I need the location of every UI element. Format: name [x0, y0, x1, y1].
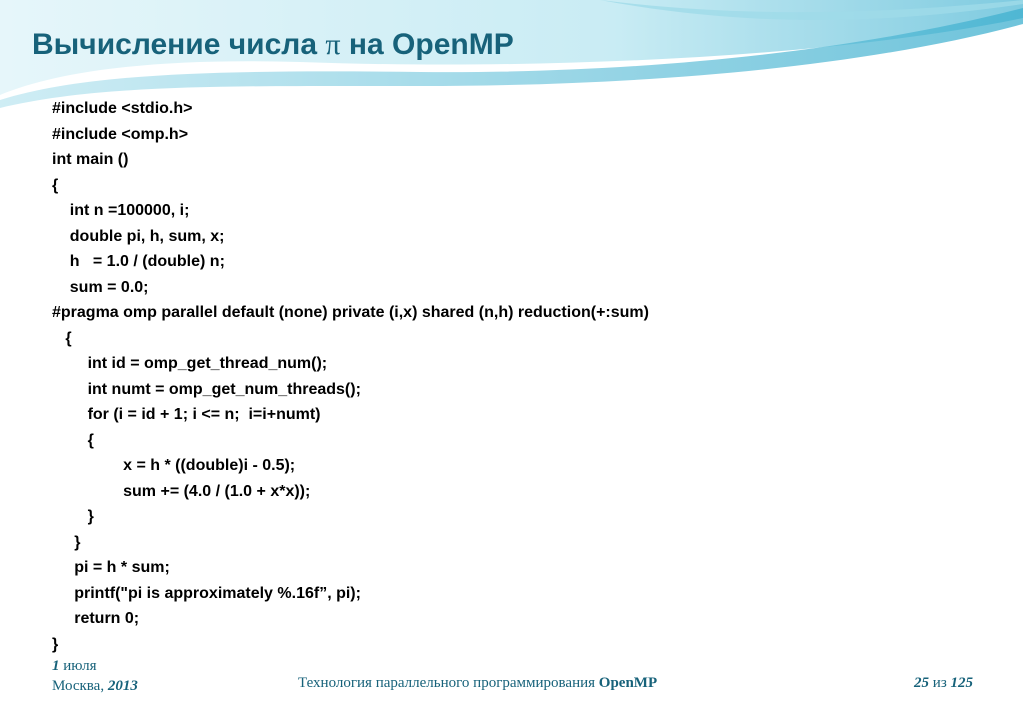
code-line: sum = 0.0;	[52, 278, 149, 296]
footer-place-line	[52, 676, 138, 696]
code-line: h = 1.0 / (double) n;	[52, 253, 225, 270]
slide-title	[32, 28, 514, 62]
footer-date	[52, 656, 138, 696]
code-line: }	[52, 508, 94, 525]
code-line: int id = omp_get_thread_num();	[52, 355, 328, 372]
code-line: x = h * ((double)i - 0.5);	[52, 457, 296, 474]
code-line: sum += (4.0 / (1.0 + x*x));	[52, 482, 311, 500]
footer-course	[298, 675, 657, 692]
code-line: return 0;	[52, 610, 140, 627]
code-line: {	[52, 329, 72, 347]
footer-day: 1	[52, 658, 60, 674]
page-current: 25	[914, 675, 930, 691]
code-line: int main ()	[52, 151, 129, 168]
code-listing	[52, 96, 649, 657]
code-line: printf("pi is approximately %.16f”, pi);	[52, 584, 361, 602]
page-total: 125	[950, 675, 973, 691]
code-line: #include <omp.h>	[52, 125, 189, 143]
code-line: int numt = omp_get_num_threads();	[52, 380, 361, 398]
title-text: Вычисление числа	[32, 28, 318, 61]
footer-city: Москва,	[52, 678, 105, 694]
footer-year: 2013	[107, 678, 138, 694]
code-line: #include <stdio.h>	[52, 100, 193, 117]
code-line: for (i = id + 1; i <= n; i=i+numt)	[52, 406, 321, 423]
code-line: pi = h * sum;	[52, 559, 170, 576]
title-suffix: на OpenMP	[348, 28, 514, 61]
code-line: #pragma omp parallel default (none) private (i,x) shared (n,h) reduction(+:sum)	[52, 304, 649, 321]
footer-course-tech: OpenMP	[598, 675, 658, 691]
code-line: {	[52, 431, 94, 449]
code-line: int n =100000, i;	[52, 202, 190, 219]
slide-number	[914, 675, 973, 692]
footer-month: июля	[63, 658, 97, 674]
code-line: {	[52, 176, 59, 194]
footer-course-name: Технология параллельного программирования	[298, 675, 596, 691]
pi-symbol: π	[325, 28, 341, 61]
code-line: }	[52, 533, 81, 551]
footer-date-line	[52, 656, 138, 676]
page-separator: из	[932, 675, 947, 691]
code-line: }	[52, 635, 59, 653]
code-line: double pi, h, sum, x;	[52, 227, 225, 245]
